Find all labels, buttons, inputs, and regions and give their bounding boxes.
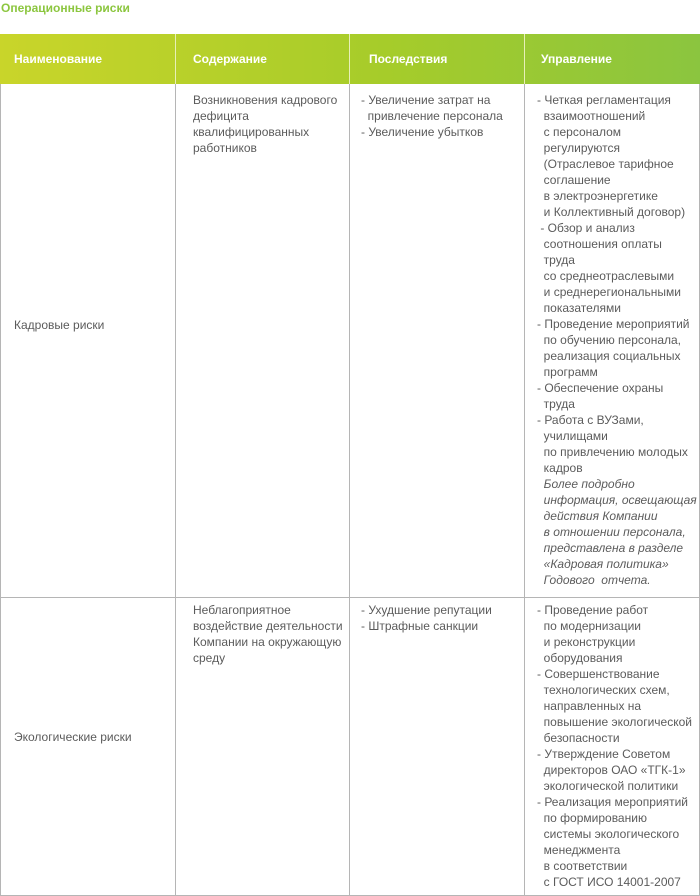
text-line: труда: [537, 397, 575, 411]
text-line: и Коллективный договор): [537, 205, 686, 219]
text-line: в соответствии: [537, 859, 628, 873]
text-line: - Ухудшение репутации: [361, 603, 492, 617]
header-consequences: Последствия: [369, 52, 448, 66]
note-line: представлена в разделе: [537, 541, 684, 555]
text-line: Неблагоприятное: [193, 603, 291, 617]
text-line: оборудования: [537, 651, 623, 665]
column-divider: [524, 84, 525, 896]
text-line: и среднерегиональными: [537, 285, 681, 299]
column-divider: [349, 84, 350, 896]
row-divider: [0, 597, 700, 598]
text-line: безопасности: [537, 731, 620, 745]
text-line: в электроэнергетике: [537, 189, 658, 203]
text-line: экологической политики: [537, 779, 679, 793]
text-line: - Четкая регламентация: [537, 93, 671, 107]
section-title: Операционные риски: [1, 1, 130, 15]
text-line: соотношения оплаты: [537, 237, 662, 251]
text-line: с персоналом: [537, 125, 622, 139]
text-line: и реконструкции: [537, 635, 636, 649]
text-line: воздействие деятельности: [193, 619, 343, 633]
text-line: - Проведение мероприятий: [537, 317, 690, 331]
text-line: направленных на: [537, 699, 642, 713]
text-line: - Увеличение затрат на: [361, 93, 491, 107]
header-divider: [349, 34, 350, 84]
text-line: по формированию: [537, 811, 647, 825]
text-line: системы экологического: [537, 827, 680, 841]
text-line: реализация социальных: [537, 349, 681, 363]
text-line: - Обзор и анализ: [537, 221, 635, 235]
text-line: по привлечению молодых: [537, 445, 688, 459]
row-consequences: [361, 602, 492, 634]
text-line: дефицита: [193, 109, 249, 123]
column-divider: [175, 84, 176, 896]
text-line: директоров ОАО «ТГК-1»: [537, 763, 686, 777]
text-line: повышение экологической: [537, 715, 692, 729]
text-line: с ГОСТ ИСО 14001-2007: [537, 875, 681, 889]
text-line: по модернизации: [537, 619, 641, 633]
table-header: [0, 34, 700, 84]
text-line: соглашение: [537, 173, 611, 187]
column-divider: [0, 84, 1, 896]
text-line: - Реализация мероприятий: [537, 795, 688, 809]
text-line: училищами: [537, 429, 608, 443]
header-content: Содержание: [193, 52, 267, 66]
note-line: Более подробно: [537, 477, 635, 491]
text-line: показателями: [537, 301, 621, 315]
row-management: [537, 92, 697, 588]
text-line: регулируются: [537, 141, 620, 155]
text-line: менеджмента: [537, 843, 621, 857]
note-line: информация, освещающая: [537, 493, 697, 507]
row-consequences: [361, 92, 503, 140]
text-line: (Отраслевое тарифное: [537, 157, 674, 171]
text-line: взаимоотношений: [537, 109, 646, 123]
text-line: технологических схем,: [537, 683, 670, 697]
header-divider: [524, 34, 525, 84]
text-line: кадров: [537, 461, 583, 475]
row-name-hr-risks: Кадровые риски: [14, 318, 105, 332]
row-management: [537, 602, 692, 890]
text-line: - Утверждение Советом: [537, 747, 671, 761]
text-line: - Обеспечение охраны: [537, 381, 664, 395]
text-line: привлечение персонала: [361, 109, 503, 123]
text-line: среду: [193, 651, 226, 665]
text-line: - Увеличение убытков: [361, 125, 484, 139]
text-line: программ: [537, 365, 598, 379]
text-line: - Совершенствование: [537, 667, 660, 681]
header-management: Управление: [541, 52, 612, 66]
header-name: Наименование: [14, 52, 103, 66]
text-line: со среднеотраслевыми: [537, 269, 675, 283]
note-line: «Кадровая политика»: [537, 557, 669, 571]
row-name-eco-risks: Экологические риски: [14, 730, 132, 744]
text-line: - Проведение работ: [537, 603, 649, 617]
text-line: Компании на окружающую: [193, 635, 342, 649]
text-line: по обучению персонала,: [537, 333, 682, 347]
row-content: [193, 92, 337, 156]
row-content: [193, 602, 343, 666]
text-line: труда: [537, 253, 575, 267]
note-line: в отношении персонала,: [537, 525, 686, 539]
text-line: - Работа с ВУЗами,: [537, 413, 644, 427]
text-line: работников: [193, 141, 257, 155]
note-line: Годового отчета.: [537, 573, 651, 587]
header-divider: [175, 34, 176, 84]
note-line: действия Компании: [537, 509, 658, 523]
text-line: Возникновения кадрового: [193, 93, 338, 107]
text-line: квалифицированных: [193, 125, 310, 139]
text-line: - Штрафные санкции: [361, 619, 479, 633]
